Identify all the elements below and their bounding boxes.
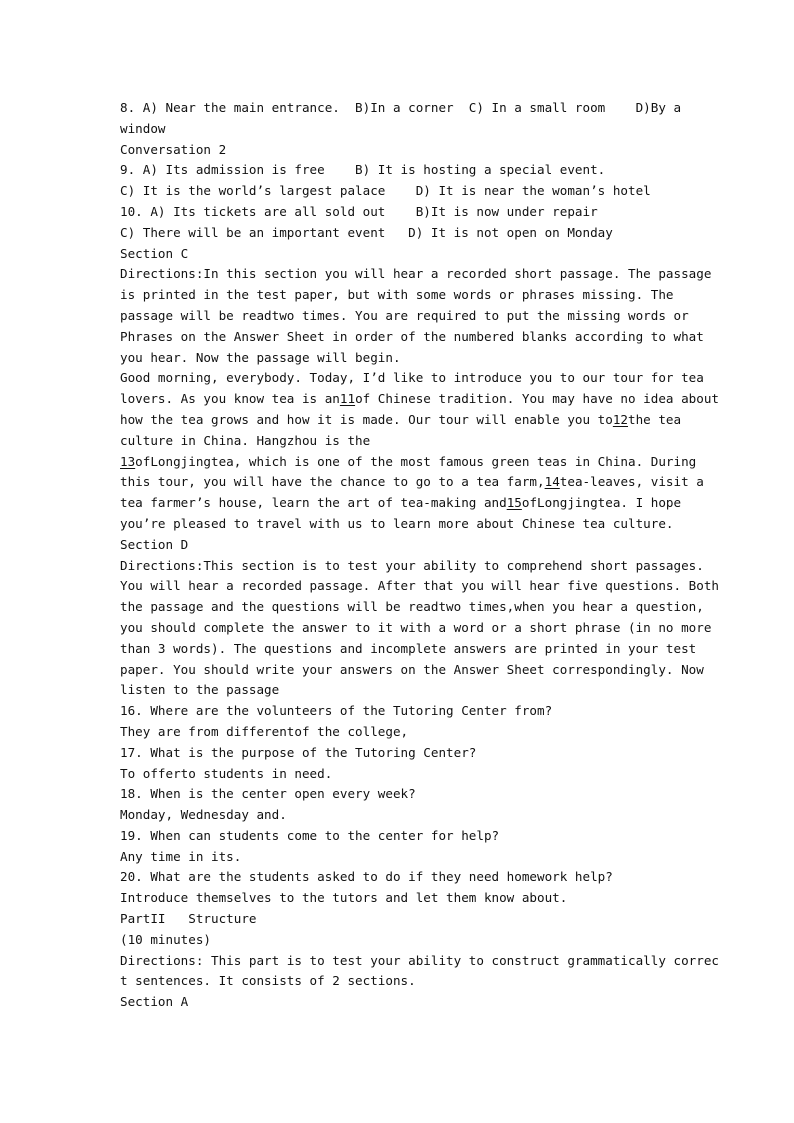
section-c-directions-line: Directions:In this section you will hear a recorded short passage. The passage <box>120 266 712 282</box>
question-8-options-continued: window <box>120 120 166 136</box>
section-d-directions-line: you should complete the answer to it with a word or a short phrase (in no more <box>120 619 712 635</box>
question-10-options-a-b: 10. A) Its tickets are all sold out B)It is now under repair <box>120 203 598 219</box>
blank-number: 12 <box>612 411 629 427</box>
section-d-directions-line: paper. You should write your answers on the Answer Sheet correspondingly. Now <box>120 661 704 677</box>
blank-number: 11 <box>339 391 356 407</box>
passage-line: you’re pleased to travel with us to learn more about Chinese tea culture. <box>120 515 674 531</box>
section-c-directions-line: passage will be readtwo times. You are required to put the missing words or <box>120 307 689 323</box>
passage-line: 13ofLongjingtea, which is one of the most famous green teas in China. During <box>120 453 697 469</box>
question-10-options-c-d: C) There will be an important event D) It is not open on Monday <box>120 224 613 240</box>
section-d-directions-line: You will hear a recorded passage. After that you will hear five questions. Both <box>120 578 719 594</box>
answer-20: Introduce themselves to the tutors and let them know about. <box>120 890 568 906</box>
part-ii-heading: PartII Structure <box>120 911 257 927</box>
section-d-directions-line: Directions:This section is to test your ability to comprehend short passages. <box>120 557 704 573</box>
section-a-heading: Section A <box>120 994 189 1010</box>
section-c-directions-line: is printed in the test paper, but with some words or phrases missing. The <box>120 287 674 303</box>
blank-number: 15 <box>506 495 522 511</box>
passage-line: lovers. As you know tea is an11of Chinese tradition. You may have no idea about <box>120 391 720 407</box>
section-c-directions-line: you hear. Now the passage will begin. <box>120 349 401 365</box>
passage-line: Good morning, everybody. Today, I’d like to introduce you to our tour for tea <box>120 370 704 386</box>
question-19: 19. When can students come to the center for help? <box>120 827 500 843</box>
question-9-options-c-d: C) It is the world’s largest palace D) It is near the woman’s hotel <box>120 183 651 199</box>
part-ii-directions-line: t sentences. It consists of 2 sections. <box>120 973 416 989</box>
conversation-heading: Conversation 2 <box>120 141 227 157</box>
question-9-options-a-b: 9. A) Its admission is free B) It is hosting a special event. <box>120 162 606 178</box>
question-16: 16. Where are the volunteers of the Tutoring Center from? <box>120 703 553 719</box>
question-20: 20. What are the students asked to do if they need homework help? <box>120 869 613 885</box>
section-d-directions-line: listen to the passage <box>120 682 280 698</box>
section-c-directions-line: Phrases on the Answer Sheet in order of the numbered blanks according to what <box>120 328 704 344</box>
blank-number: 14 <box>544 474 560 490</box>
passage-line: this tour, you will have the chance to go to a tea farm,14tea-leaves, visit a <box>120 474 704 490</box>
passage-line: culture in China. Hangzhou is the <box>120 432 371 448</box>
question-18: 18. When is the center open every week? <box>120 786 416 802</box>
answer-17: To offerto students in need. <box>120 765 333 781</box>
answer-19: Any time in its. <box>120 848 242 864</box>
section-d-directions-line: than 3 words). The questions and incomplete answers are printed in your test <box>120 640 697 656</box>
question-17: 17. What is the purpose of the Tutoring Center? <box>120 744 477 760</box>
blank-number: 13 <box>120 453 136 469</box>
part-ii-time: (10 minutes) <box>120 931 211 947</box>
answer-16: They are from differentof the college, <box>120 723 409 739</box>
question-8-options: 8. A) Near the main entrance. B)In a corner C) In a small room D)By a <box>120 100 682 115</box>
part-ii-directions-line: Directions: This part is to test your ability to construct grammatically correc <box>120 952 719 968</box>
section-c-heading: Section C <box>120 245 189 261</box>
section-d-directions-line: the passage and the questions will be readtwo times,when you hear a question, <box>120 599 704 615</box>
passage-line: how the tea grows and how it is made. Our tour will enable you to12the tea <box>120 411 682 427</box>
section-d-heading: Section D <box>120 536 189 552</box>
document-text <box>120 98 720 1013</box>
passage-line: tea farmer’s house, learn the art of tea-making and15ofLongjingtea. I hope <box>120 495 682 511</box>
answer-18: Monday, Wednesday and. <box>120 807 287 823</box>
